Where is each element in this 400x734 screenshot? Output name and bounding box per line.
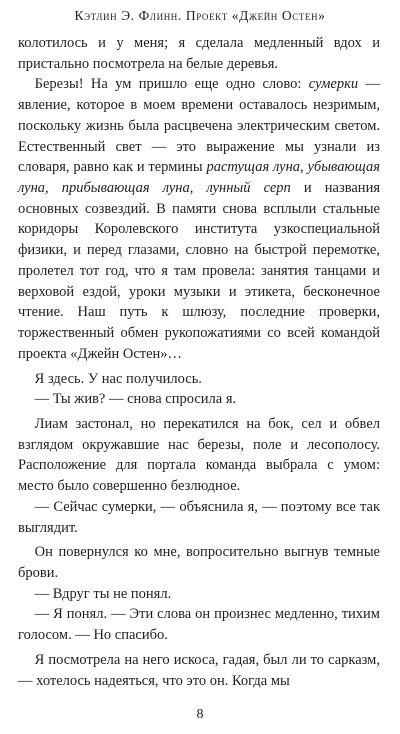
paragraph: [18, 33, 380, 74]
paragraph-text: — Вдруг ты не понял.: [34, 585, 172, 602]
paragraph: [18, 650, 380, 691]
paragraph: [18, 414, 380, 497]
paragraph-text: — Я понял. — Эти слова он произнес медленно, тихим голосом. — Но спасибо.: [18, 606, 380, 644]
italic-term: сумерки: [308, 76, 359, 93]
page-number: 8: [196, 707, 204, 722]
paragraph: [18, 369, 380, 390]
dialogue-line: [18, 497, 380, 538]
paragraph-text: Я здесь. У нас получилось.: [34, 370, 202, 387]
paragraph-text: Березы! На ум пришло еще одно слово:: [34, 76, 309, 93]
paragraph-text: колотилось и у меня; я сделала медленный вдох и пристально посмотрела на белые деревья.: [18, 35, 380, 72]
dialogue-line: [18, 584, 380, 605]
paragraph-text: Он повернулся ко мне, вопросительно выгнув темные брови.: [18, 544, 380, 581]
paragraph: [18, 542, 380, 583]
paragraph-text: Лиам застонал, но перекатился на бок, сел и обвел взглядом окружавшие нас березы, поле и лесополосу. Расположение для портала команда выбрала с умом: место было совершенно безлюдное.: [18, 415, 380, 495]
paragraph-text: — Ты жив? — снова спросила я.: [34, 391, 237, 408]
body-text: [18, 33, 380, 691]
paragraph-text: — Сейчас сумерки, — объяснила я, — поэтому все так выглядит.: [18, 498, 380, 536]
paragraph-text: Я посмотрела на него искоса, гадая, был ли то сарказм, — хотелось надеяться, что это он. Когда мы: [18, 651, 380, 689]
paragraph-text: и названия основных созвездий. В памяти снова всплыли стальные коридоры Королевского института узкоспециальной физики, и перед глазами, словно на быстрой перемотке, пролетел тот год, что я там провела: занятия танцами и верховой ездой, уроки музыки и этикета, бесконечное чтение. Наш путь к шлюзу, последние проверки, торжественный обмен рукопожатиями со всей командой проекта «Джейн Остен»…: [18, 180, 380, 362]
italic-term: растущая луна, убывающая луна, прибывающая луна, лунный серп: [18, 159, 380, 197]
paragraph: [18, 74, 380, 364]
running-head: Кэтлин Э. Флинн. Проект «Джейн Остен»: [74, 8, 326, 23]
paragraph-text: — явление, которое в моем времени оставалось незримым, поскольку жизнь была расцвечена электрическим светом. Естественный свет — это выражение мы узнали из словаря, равно как и термины: [18, 76, 380, 176]
dialogue-line: [18, 604, 380, 645]
dialogue-line: [18, 389, 380, 410]
